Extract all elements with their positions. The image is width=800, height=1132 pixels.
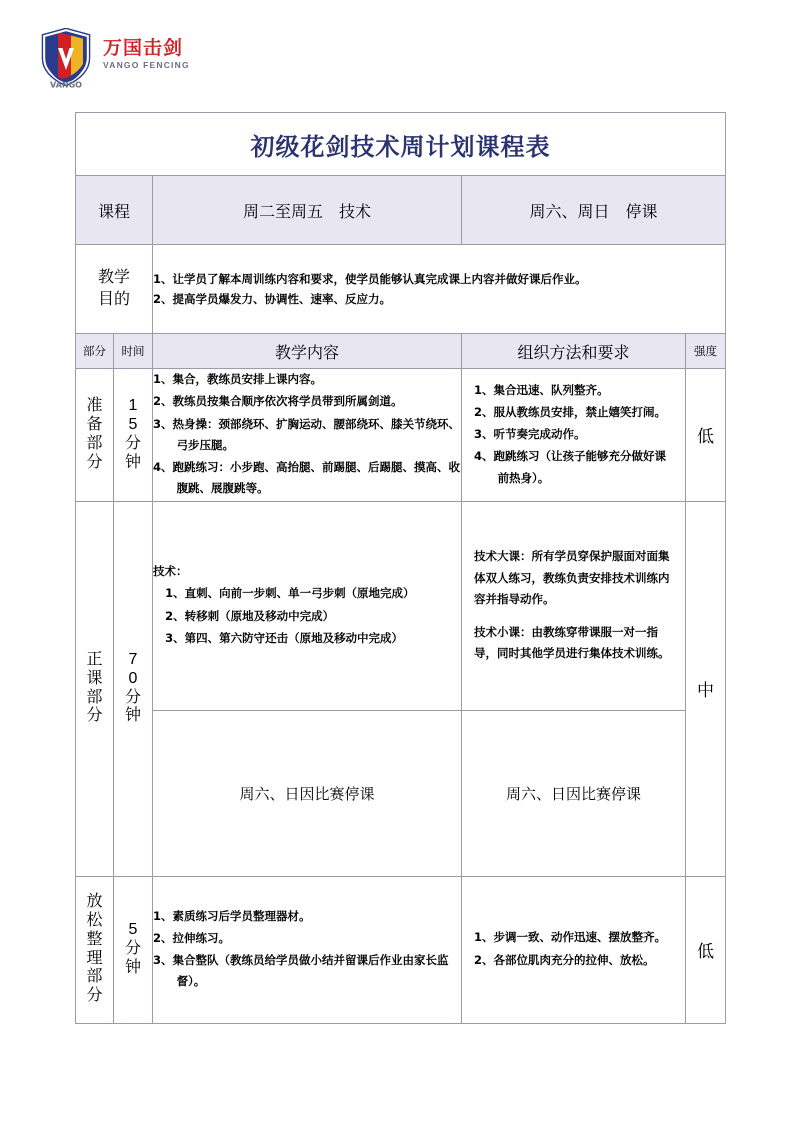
teaching-goal-item-2: 2、提高学员爆发力、协调性、速率、反应力。	[153, 292, 391, 306]
brand-name-cn: 万国击剑	[103, 36, 184, 59]
brand-wordmark	[103, 36, 190, 80]
column-header-row	[76, 334, 726, 369]
section-organization-main-para-1: 技术大课：所有学员穿保护服面对面集体双人练习，教练负责安排技术训练内容并指导动作。	[474, 549, 670, 606]
section-time-main	[114, 501, 153, 876]
brand-name-en: VANGO FENCING	[103, 59, 190, 70]
section-time-warmup-label: 15分钟	[124, 397, 141, 471]
section-time-warmup	[114, 369, 153, 502]
section-part-warmup	[76, 369, 114, 502]
cancel-notice-organization: 周六、日因比赛停课	[462, 710, 686, 876]
paragraph-spacer	[474, 610, 677, 622]
list-item: 1、素质练习后学员整理器材。	[153, 908, 311, 923]
brand-header	[38, 28, 190, 90]
title-row	[76, 113, 726, 176]
list-item: 1、集合迅速、队列整齐。	[474, 382, 609, 397]
section-part-warmup-label: 准备部分	[86, 397, 103, 471]
column-header-organization: 组织方法和要求	[462, 334, 686, 369]
section-part-cooldown	[76, 876, 114, 1023]
teaching-goal-label-line2: 目的	[97, 291, 130, 308]
section-organization-cooldown	[462, 876, 686, 1023]
list-item: 1、集合，教练员安排上课内容。	[153, 372, 322, 386]
table-row-warmup	[76, 369, 726, 502]
section-content-main	[153, 501, 462, 710]
teaching-goal-body	[153, 245, 726, 334]
section-intensity-main: 中	[686, 501, 726, 876]
section-part-main-label: 正课部分	[86, 650, 103, 725]
section-organization-main-para-2: 技术小课：由教练穿带课服一对一指导，同时其他学员进行集体技术训练。	[474, 625, 670, 661]
course-weekend: 周六、周日 停课	[462, 176, 726, 245]
page-title: 初级花剑技术周计划课程表	[250, 132, 551, 161]
list-item: 4、跑跳练习（让孩子能够充分做好课前热身）。	[474, 449, 666, 485]
list-item: 2、拉伸练习。	[153, 930, 231, 945]
table-row-main-class	[76, 501, 726, 710]
section-part-main	[76, 501, 114, 876]
teaching-goal-item-1: 1、让学员了解本周训练内容和要求，使学员能够认真完成课上内容并做好课后作业。	[153, 271, 587, 286]
section-organization-warmup	[462, 369, 686, 502]
list-item: 2、转移刺（原地及移动中完成）	[165, 608, 335, 623]
table-row-cooldown	[76, 876, 726, 1023]
course-row	[76, 176, 726, 245]
weekly-plan-table	[75, 112, 726, 1024]
teaching-goal-label	[76, 245, 153, 334]
list-item: 1、直刺、向前一步刺、单一弓步刺（原地完成）	[165, 586, 415, 601]
section-intensity-cooldown: 低	[686, 876, 726, 1023]
section-intensity-warmup: 低	[686, 369, 726, 502]
section-part-cooldown-label: 放松整理部分	[86, 892, 103, 1005]
column-header-content: 教学内容	[153, 334, 462, 369]
svg-text:VANGO: VANGO	[50, 80, 82, 90]
section-organization-main	[462, 501, 686, 710]
list-item: 4、跑跳练习：小步跑、高抬腿、前踢腿、后踢腿、摸高、收腹跳、展腹跳等。	[153, 460, 460, 496]
course-label: 课程	[76, 176, 153, 245]
teaching-goal-row	[76, 245, 726, 334]
column-header-time: 时间	[114, 334, 153, 369]
column-header-intensity: 强度	[686, 334, 726, 369]
list-item: 3、热身操：颈部绕环、扩胸运动、腰部绕环、膝关节绕环、弓步压腿。	[153, 416, 460, 452]
section-time-cooldown	[114, 876, 153, 1023]
page-title-cell	[76, 113, 726, 176]
list-item: 3、集合整队（教练员给学员做小结并留课后作业由家长监督）。	[153, 953, 449, 989]
cancel-notice-content: 周六、日因比赛停课	[153, 710, 462, 876]
course-weekday: 周二至周五 技术	[153, 176, 462, 245]
section-time-main-label: 70分钟	[124, 650, 141, 725]
section-time-cooldown-label: 5分钟	[124, 921, 141, 977]
column-header-part: 部分	[76, 334, 114, 369]
table-row-main-class-cancelled	[76, 710, 726, 876]
list-item: 2、各部位肌肉充分的拉伸、放松。	[474, 952, 655, 967]
section-content-warmup	[153, 369, 462, 502]
list-item: 2、教练员按集合顺序依次将学员带到所属剑道。	[153, 394, 403, 409]
list-item: 1、步调一致、动作迅速、摆放整齐。	[474, 930, 666, 945]
teaching-goal-label-line1: 教学	[97, 269, 130, 287]
vango-shield-logo-icon	[38, 28, 94, 90]
section-content-main-heading: 技术：	[153, 564, 188, 579]
list-item: 2、服从教练员安排，禁止嬉笑打闹。	[474, 404, 666, 419]
section-content-cooldown	[153, 876, 462, 1023]
list-item: 3、听节奏完成动作。	[474, 427, 586, 442]
list-item: 3、第四、第六防守还击（原地及移动中完成）	[165, 630, 404, 645]
